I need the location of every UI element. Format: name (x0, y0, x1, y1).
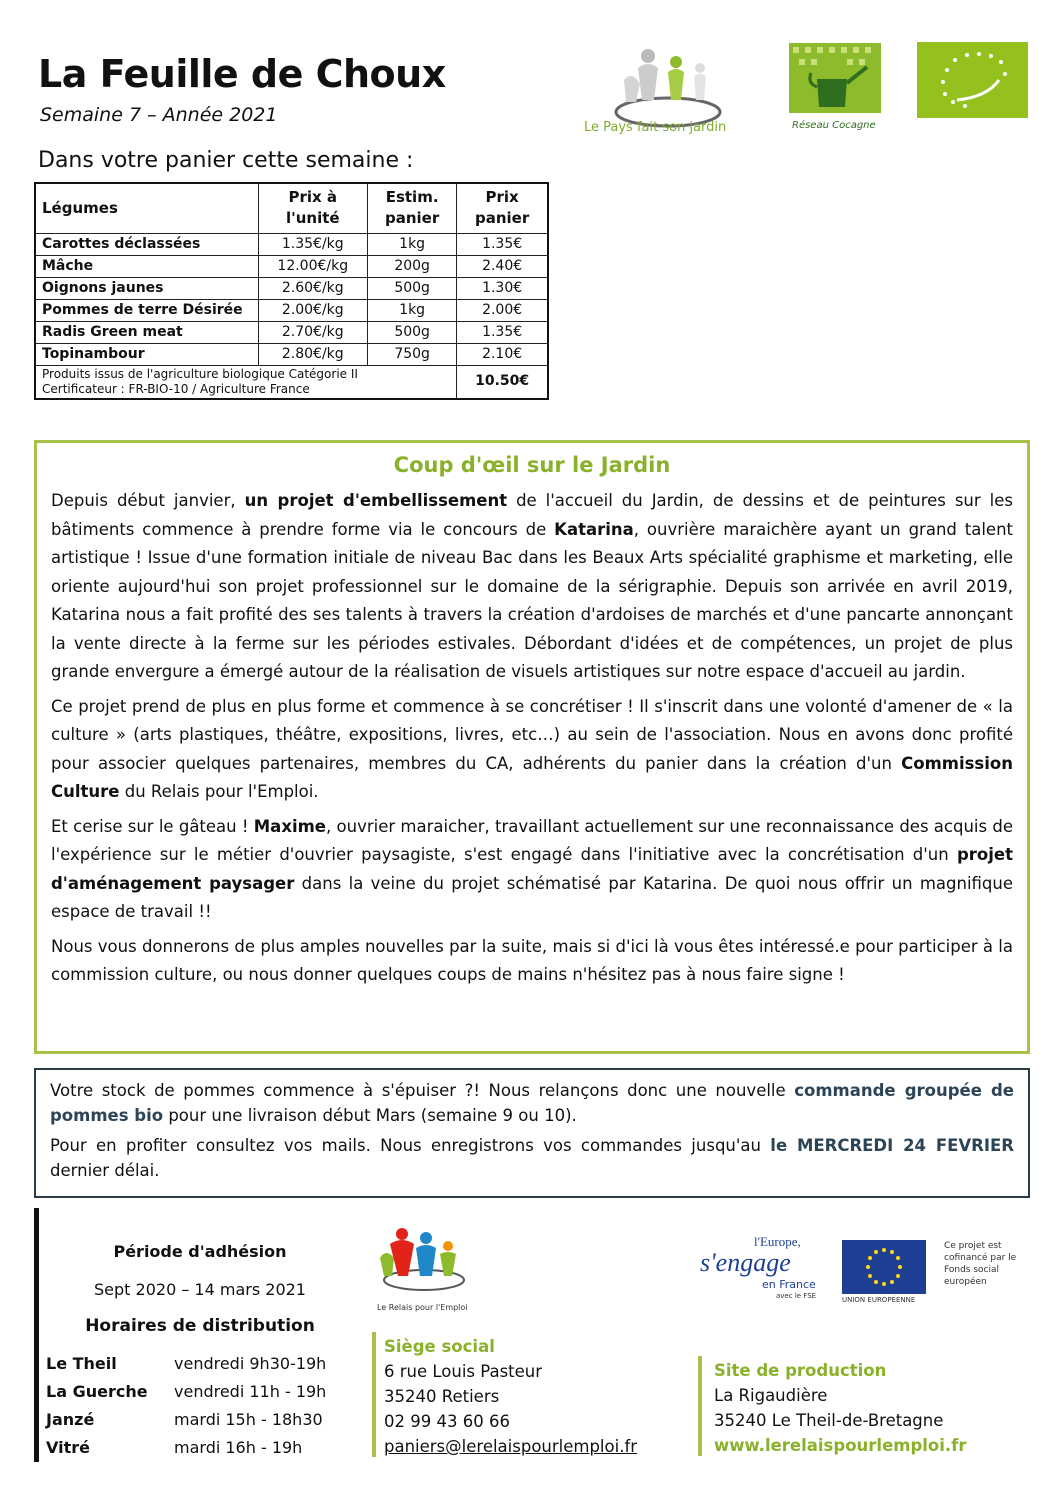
issue-subtitle: Semaine 7 – Année 2021 (40, 104, 278, 126)
basket-heading: Dans votre panier cette semaine : (38, 148, 414, 173)
list-item: Le Theil vendredi 9h30-19h (46, 1354, 327, 1373)
apple-paragraph-2: Pour en profiter consultez vos mails. Nous enregistrons vos commandes jusqu'au le MERCREDI 24 FEVRIER dernier délai. (50, 1136, 1014, 1180)
certification-note (35, 365, 457, 399)
apple-paragraph-1: Votre stock de pommes commence à s'épuiser ?! Nous relançons donc une nouvelle commande groupée de pommes bio pour une livraison début Mars (semaine 9 ou 10). (50, 1081, 1014, 1125)
footer-divider (34, 1208, 39, 1462)
header-estimate: Estim. panier (368, 183, 457, 233)
membership-period-value: Sept 2020 – 14 mars 2021 (94, 1280, 306, 1299)
production-divider (698, 1356, 702, 1456)
page-title: La Feuille de Choux (38, 52, 446, 96)
relais-logo-caption: Le Relais pour l'Emploi (377, 1303, 468, 1312)
list-item: Janzé mardi 15h - 18h30 (46, 1410, 323, 1429)
eu-caption: UNION EUROPÉENNE (842, 1296, 916, 1304)
estimate: 500g (368, 321, 457, 343)
unit-price: 1.35€/kg (258, 233, 367, 255)
estimate: 500g (368, 277, 457, 299)
production-site-place: La Rigaudière (714, 1386, 828, 1405)
table-row (35, 277, 548, 299)
vegetable-name: Radis Green meat (35, 321, 258, 343)
distribution-hours-title: Horaires de distribution (85, 1316, 315, 1336)
production-site-label: Site de production (714, 1361, 887, 1380)
vegetable-name: Topinambour (35, 343, 258, 365)
basket-price: 2.40€ (457, 255, 548, 277)
fse-cofinancing-text: Ce projet est cofinancé par le Fonds social européen (944, 1241, 1017, 1287)
vegetable-name: Carottes déclassées (35, 233, 258, 255)
apple-order-box (34, 1068, 1030, 1198)
table-header-row (35, 183, 548, 233)
garden-paragraph-1: Depuis début janvier, un projet d'embellissement de l'accueil du Jardin, de dessins et de peintures sur les bâtiments commence à prendre forme via le concours de Katarina, ouvrière maraichère ayant un grand talent artistique ! Issue d'une formation initiale de niveau Bac dans les Beaux Arts spécialité graphisme et marketing, elle oriente aujourd'hui son projet professionnel sur le domaine de la sérigraphie. Depuis son arrivée en avril 2019, Katarina nous a fait profité des ses talents à travers la création d'ardoises de marchés et d'une pancarte annonçant la vente directe à la ferme sur les périodes estivales. Débordant d'idées et de compétences, un projet de plus grande envergure a émergé autour de la réalisation de visuels artistiques sur notre espace d'accueil au jardin. (51, 491, 1014, 681)
production-site-address (714, 1358, 967, 1458)
garden-paragraph-4: Nous vous donnerons de plus amples nouvelles par la suite, mais si d'ici là vous êtes intéressé.e pour participer à la commission culture, ou nous donner quelques coups de mains n'hésitez pas à nous faire signe ! (51, 936, 1013, 984)
head-office-street: 6 rue Louis Pasteur (384, 1362, 543, 1381)
head-office-email-link[interactable]: paniers@lerelaispourlemploi.fr (384, 1437, 638, 1456)
basket-price: 2.00€ (457, 299, 548, 321)
relais-pour-emploi-logo (374, 1218, 474, 1300)
head-office-label: Siège social (384, 1337, 495, 1356)
website-link[interactable]: www.lerelaispourlemploi.fr (714, 1436, 967, 1455)
garden-paragraph-2: Ce projet prend de plus en plus forme et commence à se concrétiser ! Il s'inscrit dans une volonté d'amener de « la culture » (arts plastiques, théâtre, expositions, livres, etc…) au sein de l'association. Nous en avons donc profité pour associer quelques partenaires, membres du CA, adhérents du panier dans la création d'un Commission Culture du Relais pour l'Emploi. (51, 696, 1013, 801)
unit-price: 12.00€/kg (258, 255, 367, 277)
basket-price: 1.35€ (457, 321, 548, 343)
table-row (35, 299, 548, 321)
basket-price: 2.10€ (457, 343, 548, 365)
membership-period-title: Période d'adhésion (113, 1242, 287, 1261)
certification-note-line2: Certificateur : FR-BIO-10 / Agriculture France (42, 381, 310, 396)
eu-organic-leaf-logo (917, 42, 1028, 118)
head-office-phone: 02 99 43 60 66 (384, 1412, 510, 1431)
vegetable-name: Oignons jaunes (35, 277, 258, 299)
head-office-address (384, 1334, 637, 1459)
eu-flag-icon (842, 1240, 926, 1294)
basket-price: 1.35€ (457, 233, 548, 255)
table-row (35, 255, 548, 277)
list-item: La Guerche vendredi 11h - 19h (46, 1382, 327, 1401)
garden-paragraph-3: Et cerise sur le gâteau ! Maxime, ouvrier maraicher, travaillant actuellement sur une reconnaissance des acquis de l'expérience sur le métier d'ouvrier paysagiste, s'est engagé dans l'initiative avec la concrétisation d'un projet d'aménagement paysager dans la veine du projet schématisé par Katarina. De quoi nous offrir un magnifique espace de travail !! (51, 816, 1014, 921)
siege-divider (372, 1332, 376, 1457)
reseau-cocagne-logo (789, 43, 881, 113)
production-site-city: 35240 Le Theil-de-Bretagne (714, 1411, 944, 1430)
estimate: 200g (368, 255, 457, 277)
head-office-city: 35240 Retiers (384, 1387, 500, 1406)
garden-news-title: Coup d'œil sur le Jardin (393, 453, 671, 477)
unit-price: 2.70€/kg (258, 321, 367, 343)
header-legumes: Légumes (35, 183, 258, 233)
basket-price: 1.30€ (457, 277, 548, 299)
table-row (35, 321, 548, 343)
cocagne-logo-caption: Réseau Cocagne (792, 120, 876, 131)
garden-news-box (34, 440, 1030, 1054)
table-row (35, 233, 548, 255)
basket-total: 10.50€ (457, 365, 548, 399)
list-item: Vitré mardi 16h - 19h (46, 1438, 303, 1457)
certification-note-line1: Produits issus de l'agriculture biologique Catégorie II (42, 366, 358, 381)
estimate: 750g (368, 343, 457, 365)
unit-price: 2.00€/kg (258, 299, 367, 321)
europe-engage-logo: l'Europe, s'engage en France avec le FSE (700, 1234, 817, 1300)
header-unit-price: Prix à l'unité (258, 183, 367, 233)
header-basket-price: Prix panier (457, 183, 548, 233)
pays-logo-caption: Le Pays fait son jardin (584, 120, 727, 135)
unit-price: 2.60€/kg (258, 277, 367, 299)
table-footer-row (35, 365, 548, 399)
table-row (35, 343, 548, 365)
estimate: 1kg (368, 233, 457, 255)
distribution-hours-list (46, 1350, 326, 1462)
basket-table (34, 182, 549, 400)
unit-price: 2.80€/kg (258, 343, 367, 365)
vegetable-name: Mâche (35, 255, 258, 277)
estimate: 1kg (368, 299, 457, 321)
vegetable-name: Pommes de terre Désirée (35, 299, 258, 321)
